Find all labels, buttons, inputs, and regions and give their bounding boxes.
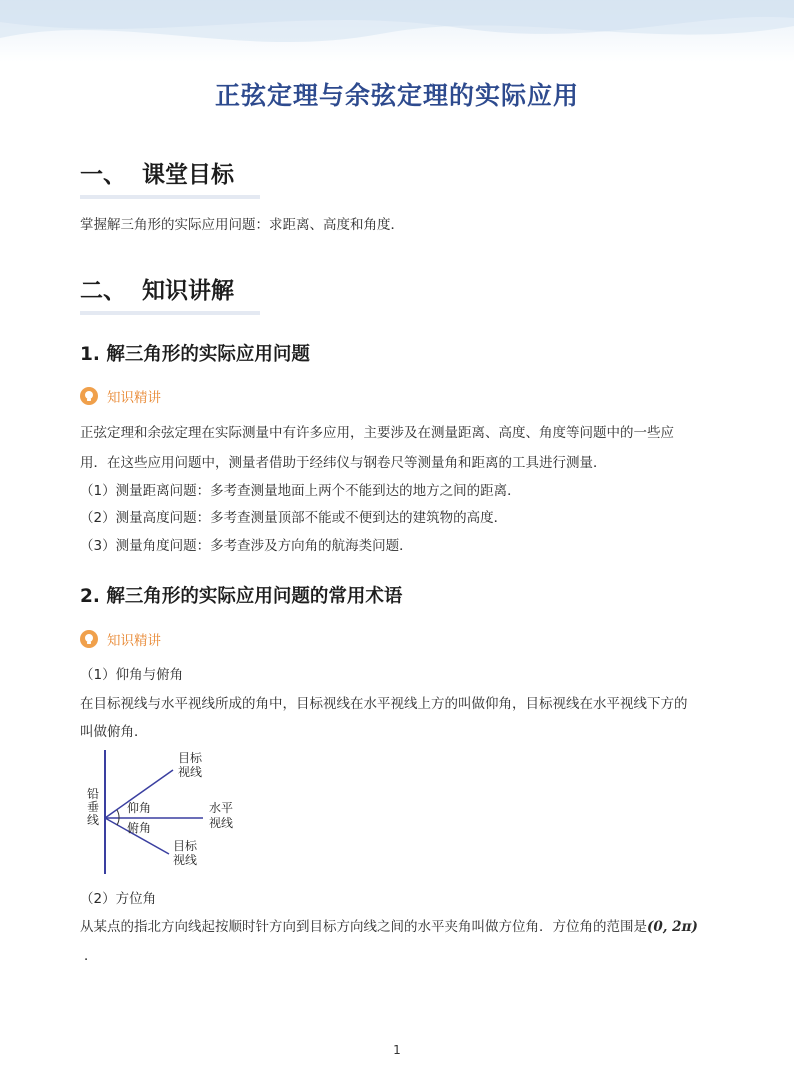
upper-target-label-2: 视线 bbox=[178, 765, 203, 779]
section-heading-goals: 一、 课堂目标 bbox=[80, 162, 235, 188]
lightbulb-icon bbox=[80, 630, 98, 648]
subsection-title: （2）方位角 bbox=[80, 891, 157, 907]
azimuth-range: (0, 2π) bbox=[647, 919, 698, 935]
lower-target-label-1: 目标 bbox=[173, 839, 198, 853]
section-heading-knowledge: 二、 知识讲解 bbox=[80, 278, 235, 304]
topic1-line: （2）测量高度问题：多考查测量顶部不能或不便到达的建筑物的高度． bbox=[80, 510, 508, 526]
elevation-angle-label: 仰角 bbox=[127, 801, 152, 815]
horizontal-line-label-1: 水平 bbox=[209, 801, 234, 815]
azimuth-period: ． bbox=[84, 948, 98, 964]
topic1-heading: 1. 解三角形的实际应用问题 bbox=[80, 344, 310, 365]
topic2-line: 叫做俯角． bbox=[80, 724, 148, 740]
topic1-line: （3）测量角度问题：多考查涉及方向角的航海类问题． bbox=[80, 538, 413, 554]
tip-row bbox=[80, 386, 161, 406]
subsection-title: （1）仰角与俯角 bbox=[80, 667, 184, 683]
horizontal-line-label-2: 视线 bbox=[209, 816, 234, 830]
depression-angle-label: 俯角 bbox=[127, 821, 152, 835]
topic2-line: 在目标视线与水平视线所成的角中，目标视线在水平视线上方的叫做仰角，目标视线在水平视线下方的 bbox=[80, 696, 688, 712]
section-underline bbox=[80, 195, 260, 199]
header-banner bbox=[0, 0, 794, 62]
tip-label: 知识精讲 bbox=[107, 390, 161, 406]
page-number: 1 bbox=[393, 1043, 401, 1057]
topic1-line: （1）测量距离问题：多考查测量地面上两个不能到达的地方之间的距离． bbox=[80, 483, 521, 499]
elevation-depression-diagram bbox=[83, 750, 243, 874]
goals-text: 掌握解三角形的实际应用问题：求距离、高度和角度． bbox=[80, 217, 404, 233]
section-underline bbox=[80, 311, 260, 315]
document-title: 正弦定理与余弦定理的实际应用 bbox=[214, 81, 579, 110]
tip-row bbox=[80, 629, 161, 649]
upper-target-label-1: 目标 bbox=[178, 751, 203, 765]
depression-angle-arc bbox=[117, 818, 119, 825]
plumb-line-label: 铅 垂 线 bbox=[87, 787, 100, 827]
topic1-line: 用．在这些应用问题中，测量者借助于经纬仪与钢卷尺等测量角和距离的工具进行测量． bbox=[80, 455, 607, 471]
lower-target-label-2: 视线 bbox=[173, 853, 198, 867]
azimuth-text: 从某点的指北方向线起按顺时针方向到目标方向线之间的水平夹角叫做方位角．方位角的范围是 bbox=[80, 919, 647, 935]
azimuth-definition bbox=[80, 914, 698, 940]
topic2-heading: 2. 解三角形的实际应用问题的常用术语 bbox=[80, 586, 403, 607]
elevation-angle-arc bbox=[117, 810, 119, 818]
lightbulb-icon bbox=[80, 387, 98, 405]
tip-label: 知识精讲 bbox=[107, 633, 161, 649]
topic1-line: 正弦定理和余弦定理在实际测量中有许多应用，主要涉及在测量距离、高度、角度等问题中的一些应 bbox=[80, 425, 674, 441]
